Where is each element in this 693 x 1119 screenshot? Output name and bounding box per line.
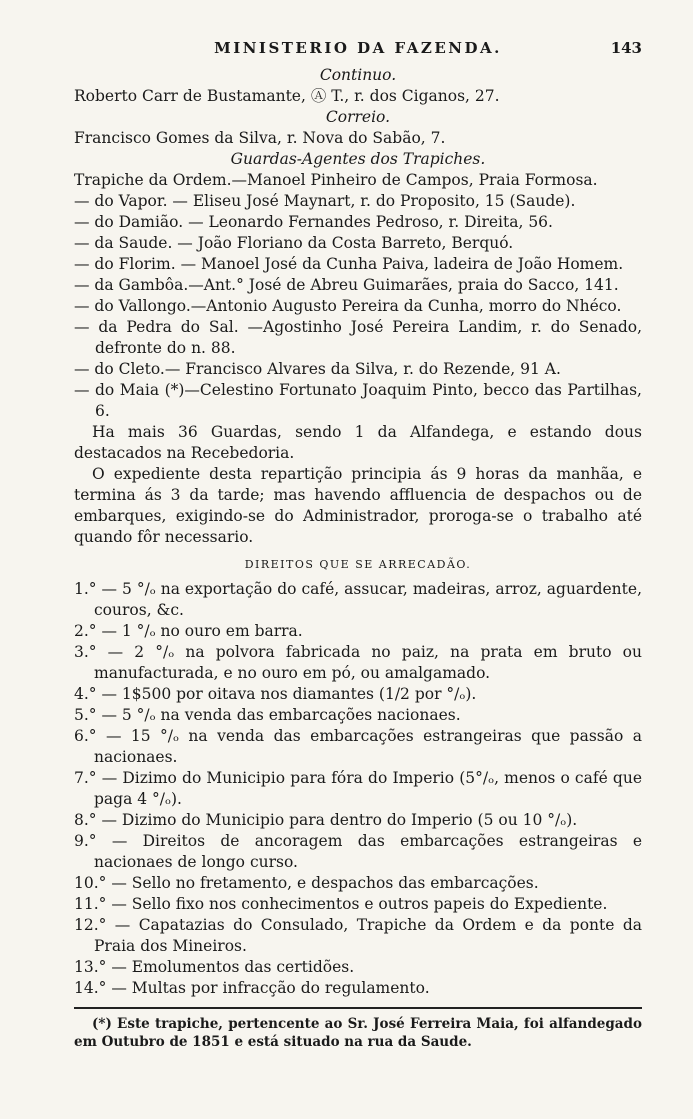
- guarda-entry: — da Gambôa.—Ant.° José de Abreu Guimarães, praia do Sacco, 141.: [74, 276, 619, 294]
- direito-item: 1.° — 5 °/ₒ na exportação do café, assucar, madeiras, arroz, aguardente, couros, &c.: [74, 580, 642, 619]
- section-heading-correio: Correio.: [325, 108, 391, 126]
- running-title: MINISTERIO DA FAZENDA.: [214, 39, 502, 57]
- page-number: 143: [610, 39, 642, 57]
- continuo-entry: Roberto Carr de Bustamante, Ⓐ T., r. dos Ciganos, 27.: [74, 87, 500, 105]
- direitos-heading: DIREITOS QUE SE ARRECADÃO.: [244, 558, 472, 571]
- direito-item: 2.° — 1 °/ₒ no ouro em barra.: [74, 622, 303, 640]
- direito-item: 13.° — Emolumentos das certidões.: [74, 958, 355, 976]
- direito-item: 5.° — 5 °/ₒ na venda das embarcações nacionaes.: [74, 706, 461, 724]
- guarda-entry: — do Maia (*)—Celestino Fortunato Joaquim Pinto, becco das Partilhas, 6.: [74, 381, 642, 420]
- direito-item: 14.° — Multas por infracção do regulamento.: [74, 979, 430, 997]
- section-heading-guardas: Guardas-Agentes dos Trapiches.: [230, 150, 486, 168]
- direito-item: 12.° — Capatazias do Consulado, Trapiche da Ordem e da ponte da Praia dos Mineiros.: [74, 916, 642, 955]
- guarda-entry: — do Florim. — Manoel José da Cunha Paiva, ladeira de João Homem.: [74, 255, 624, 273]
- direito-item: 9.° — Direitos de ancoragem das embarcações estrangeiras e nacionaes de longo curso.: [74, 832, 642, 871]
- guarda-entry: — do Vapor. — Eliseu José Maynart, r. do Proposito, 15 (Saude).: [74, 192, 576, 210]
- direitos-list: [74, 579, 642, 999]
- guarda-entry: — da Pedra do Sal. —Agostinho José Pereira Landim, r. do Senado, defronte do n. 88.: [74, 318, 642, 357]
- footnote: (*) Este trapiche, pertencente ao Sr. José Ferreira Maia, foi alfandegado em Outubro de 1851 e está situado na rua da Saude.: [74, 1016, 642, 1050]
- guardas-list: [74, 170, 642, 422]
- direito-item: 11.° — Sello fixo nos conhecimentos e outros papeis do Expediente.: [74, 895, 608, 913]
- direito-item: 8.° — Dizimo do Municipio para dentro do Imperio (5 ou 10 °/ₒ).: [74, 811, 578, 829]
- direito-item: 4.° — 1$500 por oitava nos diamantes (1/2 por °/ₒ).: [74, 685, 477, 703]
- page-header: [74, 38, 642, 65]
- footnote-divider: [74, 1007, 642, 1009]
- guarda-entry: — da Saude. — João Floriano da Costa Barreto, Berquó.: [74, 234, 514, 252]
- guarda-entry: — do Cleto.— Francisco Alvares da Silva, r. do Rezende, 91 A.: [74, 360, 561, 378]
- correio-entry: Francisco Gomes da Silva, r. Nova do Sabão, 7.: [74, 129, 446, 147]
- direito-item: 3.° — 2 °/ₒ na polvora fabricada no paiz, na prata em bruto ou manufacturada, e no ouro em pó, ou amalgamado.: [74, 643, 642, 682]
- expediente-paragraph: O expediente desta repartição principia ás 9 horas da manhãa, e termina ás 3 da tarde; mas havendo affluencia de despachos ou de embarques, exigindo-se do Administrador, proroga-se o trabalho até quando fôr necessario.: [74, 465, 642, 546]
- guardas-paragraph: Ha mais 36 Guardas, sendo 1 da Alfandega, e estando dous destacados na Recebedoria.: [74, 423, 642, 462]
- direito-item: 6.° — 15 °/ₒ na venda das embarcações estrangeiras que passão a nacionaes.: [74, 727, 642, 766]
- guarda-entry: — do Vallongo.—Antonio Augusto Pereira da Cunha, morro do Nhéco.: [74, 297, 622, 315]
- section-heading-continuo: Continuo.: [319, 66, 397, 84]
- guarda-entry: — do Damião. — Leonardo Fernandes Pedroso, r. Direita, 56.: [74, 213, 553, 231]
- book-page: [74, 38, 642, 1051]
- direito-item: 10.° — Sello no fretamento, e despachos das embarcações.: [74, 874, 539, 892]
- guarda-entry: Trapiche da Ordem.—Manoel Pinheiro de Campos, Praia Formosa.: [74, 171, 598, 189]
- direito-item: 7.° — Dizimo do Municipio para fóra do Imperio (5°/ₒ, menos o café que paga 4 °/ₒ).: [74, 769, 642, 808]
